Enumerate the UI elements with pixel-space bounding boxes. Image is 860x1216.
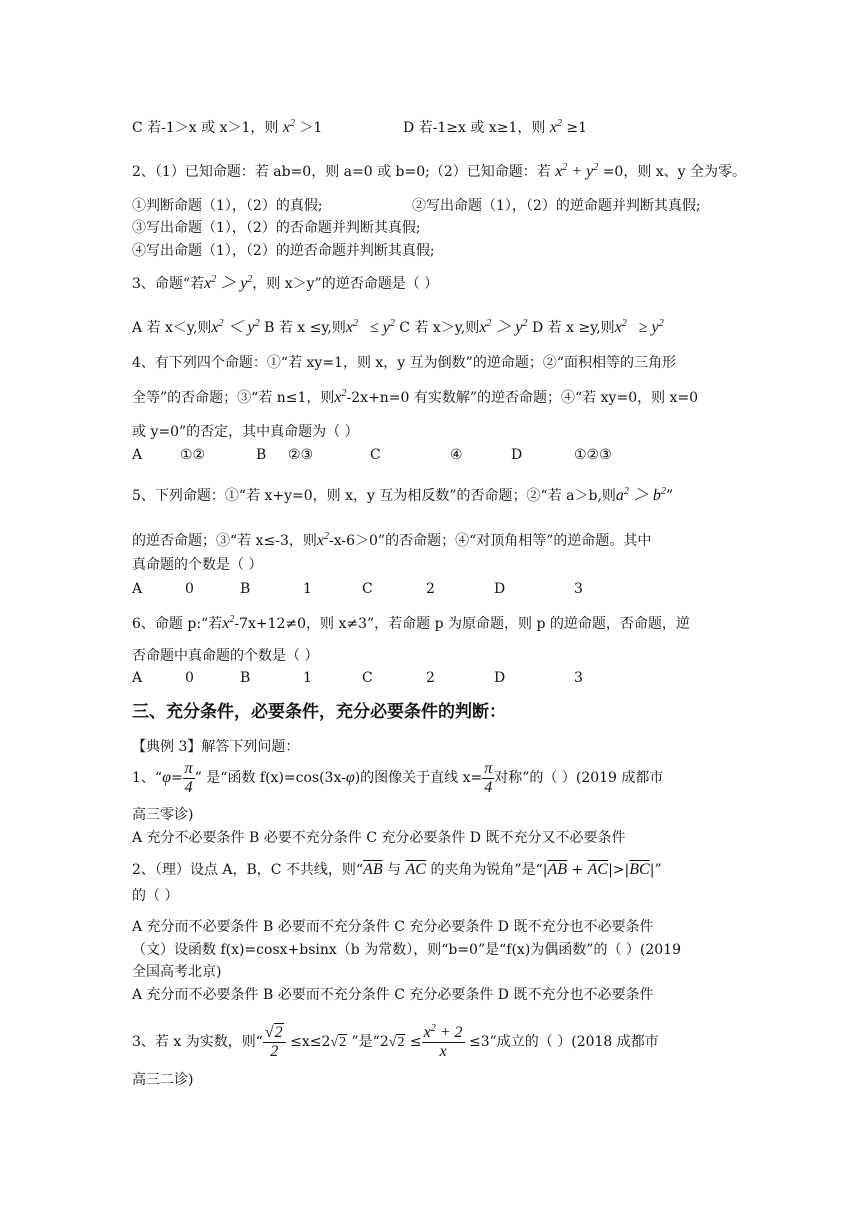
q3-options [132, 318, 664, 338]
q5-opt: 3 [574, 581, 583, 597]
q2-text-a: 2、（1）已知命题：若 ab=0，则 a=0 或 b=0;（2）已知命题：若 [132, 164, 551, 180]
q4-opt: ①②③ [574, 447, 612, 463]
q4-text-a: 全等”的否命题；③“若 n≤1，则 [132, 390, 335, 406]
q2-item-2: ②写出命题（1），（2）的逆命题并判断其真假; [412, 198, 701, 214]
e2-text-c: 的夹角为锐角”是“| [430, 862, 548, 878]
option-c-text: C 若-1＞x 或 x＞1，则 [132, 120, 279, 136]
q6-line-2: 否命题中真命题的个数是（ ） [132, 648, 319, 664]
vector-ab: $\overline{AB}$ [363, 861, 383, 878]
q6-opt: 3 [574, 670, 583, 686]
q6-opt: B [240, 670, 251, 686]
vector-ac: $\overline{AC}$ [587, 861, 609, 878]
q6-opt: 0 [185, 670, 194, 686]
q4-opt: A [132, 447, 143, 463]
e2-text-d: |>| [608, 862, 630, 878]
vector-bc: $\overline{BC}$ [629, 861, 650, 878]
e2-options-2: A 充分而不必要条件 B 必要而不充分条件 C 充分必要条件 D 既不充分也不必要条件 [132, 987, 654, 1003]
q6-opt: A [132, 670, 143, 686]
math-phi: φ [345, 769, 355, 786]
math-x2: $x^2$ [222, 614, 235, 632]
e2-text-b: 与 [387, 862, 402, 878]
q5-text-a: 5、下列命题：①“若 x+y=0，则 x，y 互为相反数”的否命题；②“若 a＞b,则 [132, 488, 616, 504]
q6-text-a: 6、命题 p:“若 [132, 616, 223, 632]
q4-line-2 [132, 388, 698, 408]
q2-text-b: =0，则 x、y 全为零。 [602, 164, 747, 180]
e3-text-c: ”是“2 [351, 1034, 389, 1050]
section-title: 三、充分条件，必要条件，充分必要条件的判断： [132, 702, 506, 722]
fraction-pi-4: $\frac{\pi}{4}$ [484, 759, 493, 796]
option-d-tail: ≥1 [566, 120, 588, 136]
math-x2: $x^2$ [282, 118, 295, 136]
math-x2: $x^2$ [316, 531, 329, 549]
q4-opt: B [256, 447, 267, 463]
q6-line-1 [132, 614, 690, 634]
q6-opt: D [494, 670, 506, 686]
e2-line-2: 的（ ） [132, 888, 179, 904]
q4-line-1: 4、有下列四个命题：①“若 xy=1，则 x，y 互为倒数”的逆命题；②“面积相等的三角形 [132, 355, 676, 371]
math-sqrt2: √2 [388, 1035, 405, 1050]
q5-line-2 [132, 531, 651, 551]
example-label: 【典例 3】解答下列问题： [132, 739, 300, 755]
fraction-sqrt2-over-2: $\frac{√2}{2}$ [263, 1024, 286, 1061]
q4-opt: D [511, 447, 523, 463]
q6-opt: C [362, 670, 373, 686]
q5-text-b: ” [665, 488, 674, 504]
vector-ab: $\overline{AB}$ [547, 861, 568, 878]
q5-opt: B [240, 581, 251, 597]
math-x2: $x^2$ [334, 388, 347, 406]
math-sqrt2: √2 [330, 1035, 347, 1050]
q4-opt: ①② [180, 447, 206, 463]
e1-line-1: 1、“φ= $\frac{\pi}{4}$ ” 是“函数 f(x)=cos(3x-φ)的图像关于直线 x= $\frac{\pi}{4}$ 对称”的（ ）(2019 成都市 [132, 759, 664, 796]
q4-opt: C [370, 447, 381, 463]
q2-item-4: ④写出命题（1），（2）的逆否命题并判断其真假; [132, 243, 435, 259]
math-a2-gt-b2: $a^2 > b^2$ [615, 486, 666, 504]
q3-opt-b: B 若 x ≤y,则 [264, 320, 346, 336]
q2-item-1: ①判断命题（1），（2）的真假; [132, 198, 323, 214]
q4-opt: ②③ [288, 447, 314, 463]
e1-text-d: 对称”的（ ）(2019 成都市 [494, 770, 664, 786]
q4-opt: ④ [450, 447, 463, 463]
q3-opt-c: C 若 x＞y,则 [399, 320, 480, 336]
q3-text-b: ，则 x＞y”的逆否命题是（ ） [252, 276, 439, 292]
q6-opt: 1 [303, 670, 312, 686]
e1-text-c: )的图像关于直线 x= [354, 770, 483, 786]
q3-opt-d: D 若 x ≥y,则 [531, 320, 615, 336]
e3-text-d: ≤ [409, 1034, 422, 1050]
e3-line-2: 高三二诊) [132, 1072, 194, 1088]
e3-text-a: 3、若 x 为实数，则“ [132, 1034, 263, 1050]
e1-text-a: 1、“ [132, 770, 163, 786]
q5-line-1 [132, 486, 673, 506]
q3-text-a: 3、命题“若 [132, 276, 205, 292]
q2-item-3: ③写出命题（1），（2）的否命题并判断其真假; [132, 220, 421, 236]
e2-line-1: 2、（理）设点 A，B，C 不共线，则“$\overline{AB}$ 与 $\overline{AC}$ 的夹角为锐角”是“$|\overline{AB} + \overline{AC}|>|\overline{BC}|$” [132, 861, 662, 878]
math-x2: $x^2$ [549, 118, 562, 136]
e1-text-b: ” 是“函数 f(x)=cos(3x- [194, 770, 346, 786]
q5-opt: C [362, 581, 373, 597]
q5-text-d: -x-6＞0”的否命题；④“对顶角相等”的逆命题。其中 [328, 533, 652, 549]
e1-line-2: 高三零诊) [132, 807, 194, 823]
q5-opt: A [132, 581, 143, 597]
e2-line-5: 全国高考北京) [132, 964, 222, 980]
e3-line-1 [132, 1018, 659, 1067]
q4-text-b: -2x+n=0 有实数解”的逆否命题；④“若 xy=0，则 x=0 [346, 390, 699, 406]
e3-text-e: ≤3”成立的（ ）(2018 成都市 [468, 1034, 659, 1050]
math: $x^2 \le y^2$ [345, 318, 395, 336]
q5-opt: 0 [185, 581, 194, 597]
math: $x^2 \ge y^2$ [614, 318, 664, 336]
q5-opt: 1 [303, 581, 312, 597]
option-c-tail: ＞1 [299, 120, 323, 136]
q6-opt: 2 [426, 670, 435, 686]
q5-opt: 2 [426, 581, 435, 597]
fraction-x2plus2-over-x: $\frac{x^2 + 2}{x}$ [423, 1022, 463, 1060]
math-x2-plus-y2: $x^2 + y^2$ [555, 162, 599, 180]
e2-text-e: |” [649, 862, 662, 878]
e2-options-1: A 充分而不必要条件 B 必要而不充分条件 C 充分必要条件 D 既不充分也不必要条件 [132, 919, 654, 935]
q5-line-3: 真命题的个数是（ ） [132, 557, 263, 573]
vector-ac: $\overline{AC}$ [405, 861, 426, 878]
fraction-pi-4: $\frac{\pi}{4}$ [184, 759, 193, 796]
q5-opt: D [494, 581, 506, 597]
q3-opt-a: A 若 x＜y,则 [132, 320, 212, 336]
math-phi: φ [162, 769, 171, 786]
prev-options-line [132, 118, 322, 138]
math: $x^2 < y^2$ [211, 318, 260, 336]
math-x2-gt-y2: $x^2 > y^2$ [204, 274, 253, 292]
q2-stem [132, 162, 746, 182]
e1-options: A 充分不必要条件 B 必要不充分条件 C 充分必要条件 D 既不充分又不必要条件 [132, 830, 626, 846]
q6-text-b: -7x+12≠0，则 x≠3”，若命题 p 为原命题，则 p 的逆命题，否命题，逆 [234, 616, 690, 632]
q3-stem [132, 274, 438, 294]
option-d-text: D 若-1≥x 或 x≥1，则 [403, 120, 546, 136]
e3-text-b: ≤x≤2 [290, 1034, 331, 1050]
q5-text-c: 的逆否命题；③“若 x≤-3，则 [132, 533, 317, 549]
q4-line-3: 或 y=0”的否定，其中真命题为（ ） [132, 424, 359, 440]
option-d-line [403, 118, 587, 138]
math: $x^2 > y^2$ [479, 318, 528, 336]
e2-text-a: 2、（理）设点 A，B，C 不共线，则“ [132, 862, 364, 878]
e2-line-4: （文）设函数 f(x)=cosx+bsinx（b 为常数），则“b=0”是“f(x)为偶函数”的（ ）(2019 [132, 942, 681, 958]
